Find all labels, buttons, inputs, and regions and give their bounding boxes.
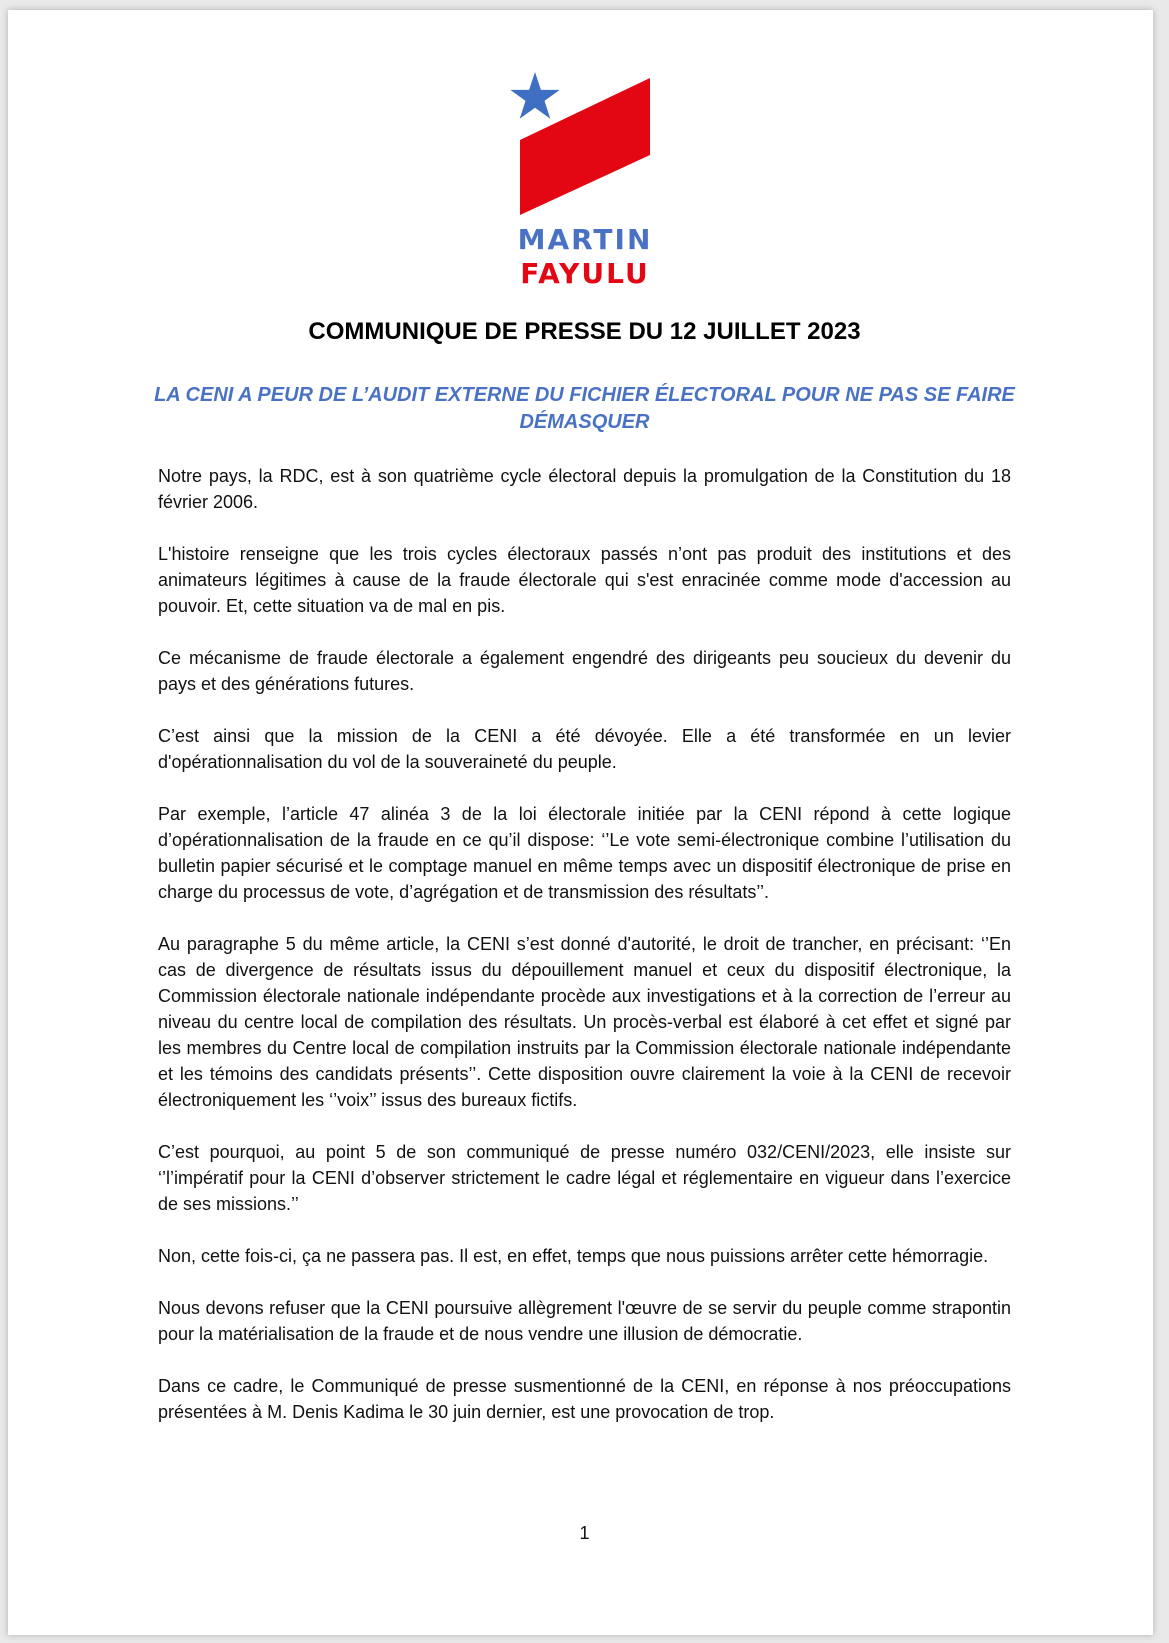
page-title: COMMUNIQUE DE PRESSE DU 12 JUILLET 2023 <box>308 318 861 345</box>
page-number: 1 <box>579 1523 590 1543</box>
logo-text-fayulu: FAYULU <box>520 257 650 290</box>
paragraph-8: Non, cette fois-ci, ça ne passera pas. Il est, en effet, temps que nous puissions arrêter cette hémorragie. <box>158 1246 989 1266</box>
paragraph-3: Ce mécanisme de fraude électorale a également engendré des dirigeants peu soucieux du devenir du pays et des générations futures. <box>158 648 1011 694</box>
subtitle: LA CENI A PEUR DE L’AUDIT EXTERNE DU FICHIER ÉLECTORAL POUR NE PAS SE FAIRE DÉMASQUER <box>154 384 1015 433</box>
paragraph-1: Notre pays, la RDC, est à son quatrième cycle électoral depuis la promulgation de la Constitution du 18 février 2006. <box>158 466 1011 512</box>
paragraph-7: C’est pourquoi, au point 5 de son communiqué de presse numéro 032/CENI/2023, elle insiste sur ‘’l’impératif pour la CENI d’observer strictement le cadre légal et réglementaire en vigueur dans l’exercice de ses missions.’’ <box>158 1142 1011 1214</box>
paragraph-6: Au paragraphe 5 du même article, la CENI s’est donné d'autorité, le droit de trancher, en précisant: ‘’En cas de divergence de résultats issus du dépouillement manuel et ceux du dispositif électronique, la Commission électorale nationale indépendante procède aux investigations et à la correction de l’erreur au niveau du centre local de compilation des résultats. Un procès-verbal est élaboré à cet effet et signé par les membres du Centre local de compilation instruits par la Commission électorale nationale indépendante et les témoins des candidats présents’’. Cette disposition ouvre clairement la voie à la CENI de recevoir électroniquement les ‘’voix’’ issus des bureaux fictifs. <box>158 934 1011 1110</box>
party-logo <box>505 70 665 290</box>
star-icon <box>510 72 559 119</box>
star-flag-icon <box>505 70 665 220</box>
document-body <box>158 463 1011 1451</box>
logo-text-martin: MARTIN <box>517 223 653 256</box>
paragraph-5: Par exemple, l’article 47 alinéa 3 de la loi électorale initiée par la CENI répond à cette logique d’opérationnalisation de la fraude en ce qu’il dispose: ‘’Le vote semi-électronique combine l’utilisation du bulletin papier sécurisé et le comptage manuel en même temps avec un dispositif électronique de prise en charge du processus de vote, d’agrégation et de transmission des résultats’’. <box>158 804 1011 902</box>
paragraph-2: L'histoire renseigne que les trois cycles électoraux passés n’ont pas produit des institutions et des animateurs légitimes à cause de la fraude électorale qui s'est enracinée comme mode d'accession au pouvoir. Et, cette situation va de mal en pis. <box>158 544 1011 616</box>
paragraph-4: C’est ainsi que la mission de la CENI a été dévoyée. Elle a été transformée en un levier d'opérationnalisation du vol de la souveraineté du peuple. <box>158 726 1011 772</box>
paragraph-10: Dans ce cadre, le Communiqué de presse susmentionné de la CENI, en réponse à nos préoccupations présentées à M. Denis Kadima le 30 juin dernier, est une provocation de trop. <box>158 1376 1011 1422</box>
paragraph-9: Nous devons refuser que la CENI poursuive allègrement l'œuvre de se servir du peuple comme strapontin pour la matérialisation de la fraude et de nous vendre une illusion de démocratie. <box>158 1298 1011 1344</box>
